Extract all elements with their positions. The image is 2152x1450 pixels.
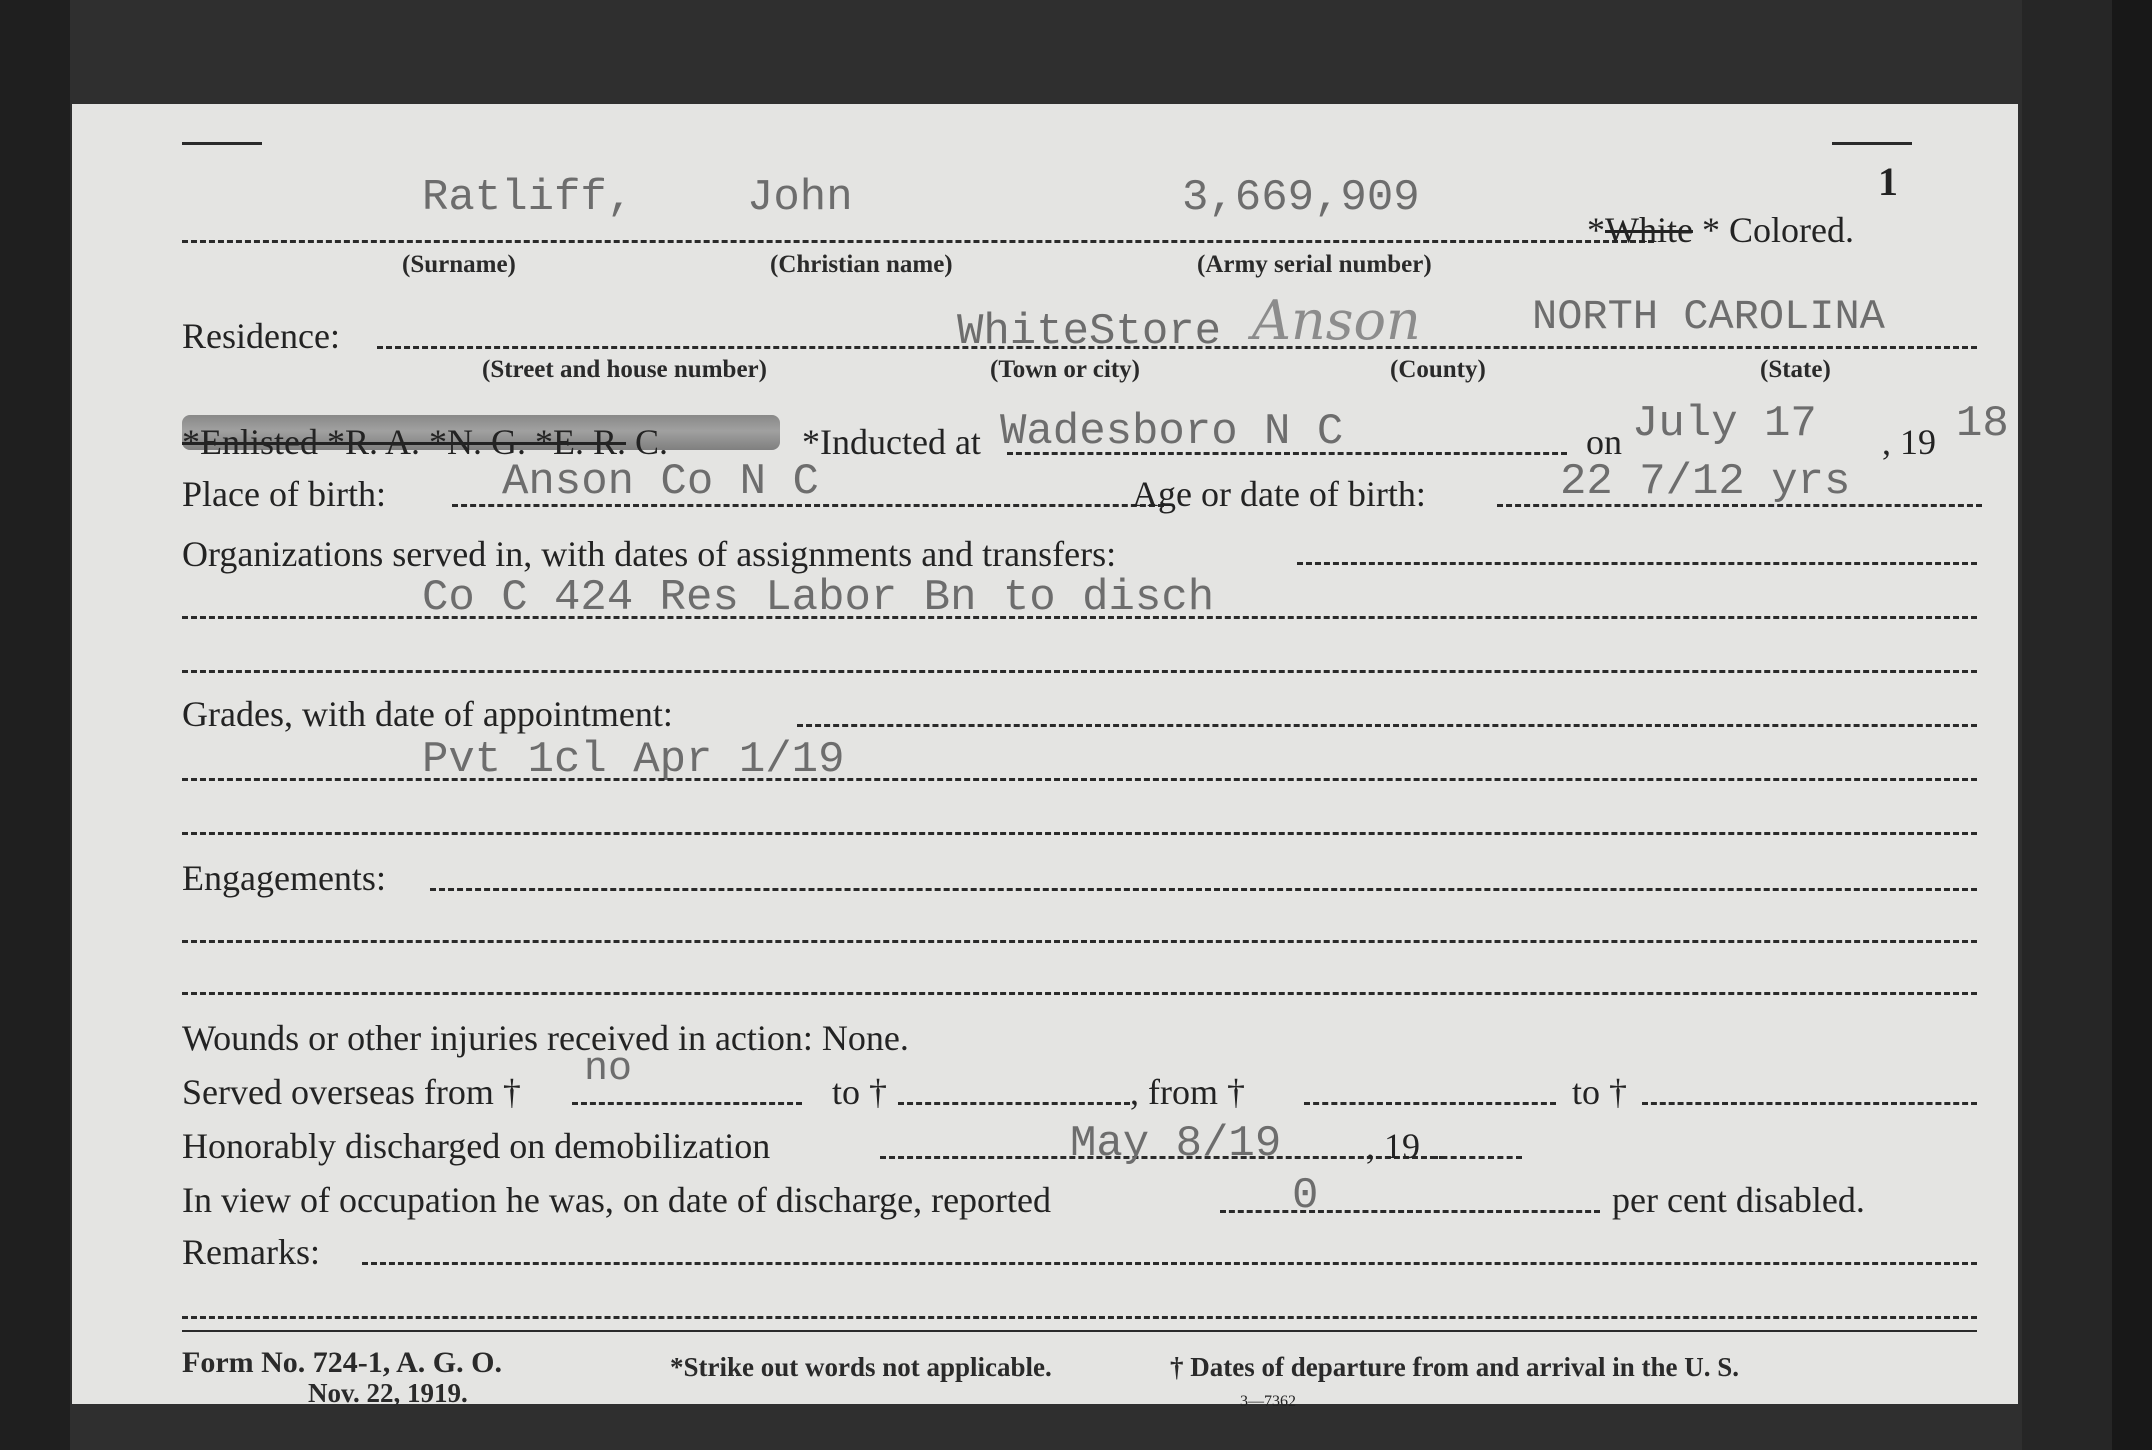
age-label: Age or date of birth: <box>1132 474 1426 514</box>
overseas-from-2-line <box>1304 1102 1556 1105</box>
engagements-line-3 <box>182 992 1977 995</box>
place-of-birth-value: Anson Co N C <box>502 457 819 507</box>
top-right-rule <box>1832 142 1912 145</box>
christian-name-label: (Christian name) <box>770 251 953 278</box>
christian-name-value: John <box>747 173 853 223</box>
overseas-from-value: no <box>584 1047 633 1092</box>
town-label: (Town or city) <box>990 356 1140 383</box>
overseas-to-2-line <box>1642 1102 1977 1105</box>
race-white-struck: White <box>1605 210 1693 250</box>
enlisted-options-struck <box>182 424 668 460</box>
grades-value: Pvt 1cl Apr 1/19 <box>422 735 845 785</box>
discharge-year-label: , 19 <box>1366 1126 1420 1166</box>
organizations-line-2 <box>182 616 1977 619</box>
induction-year-prefix: , 19 <box>1882 422 1936 462</box>
state-label: (State) <box>1760 356 1831 383</box>
overseas-from-2: , from † <box>1130 1072 1245 1112</box>
form-date: Nov. 22, 1919. <box>308 1378 468 1408</box>
street-label: (Street and house number) <box>482 356 767 383</box>
footer-rule <box>182 1330 1977 1332</box>
place-of-birth-label: Place of birth: <box>182 474 386 514</box>
overseas-to-1-line <box>898 1102 1130 1105</box>
engagements-label: Engagements: <box>182 858 386 898</box>
serial-number-label: (Army serial number) <box>1197 251 1432 278</box>
background-right-border <box>2112 0 2152 1450</box>
top-left-rule <box>182 142 262 145</box>
grades-line-3 <box>182 832 1977 835</box>
wounds-label-text: Wounds or other injuries received in action: <box>182 1018 813 1058</box>
race-options <box>1587 212 1854 248</box>
card-number: 1 <box>1878 159 1898 204</box>
organizations-label: Organizations served in, with dates of assignments and transfers: <box>182 534 1117 574</box>
remarks-label: Remarks: <box>182 1232 320 1272</box>
engagements-line-2 <box>182 940 1977 943</box>
race-colored: Colored. <box>1728 210 1854 250</box>
residence-county-handwritten: Anson <box>1252 289 1421 352</box>
enlisted-options: *Enlisted *R. A. *N. G. *E. R. <box>182 422 627 462</box>
name-line <box>182 240 1654 243</box>
wounds-value: None. <box>821 1018 909 1058</box>
grades-line-2 <box>182 778 1977 781</box>
discharge-year-line <box>1432 1156 1522 1159</box>
overseas-from-line <box>572 1102 802 1105</box>
engagements-line-1 <box>430 888 1977 891</box>
disability-line <box>1220 1210 1600 1213</box>
inducted-place-value: Wadesboro N C <box>1000 407 1344 457</box>
on-label: on <box>1586 422 1622 462</box>
print-code: 3—7362 <box>1240 1393 1296 1410</box>
remarks-line-1 <box>362 1262 1977 1265</box>
grades-label: Grades, with date of appointment: <box>182 694 673 734</box>
disability-value: 0 <box>1292 1171 1319 1221</box>
county-label: (County) <box>1390 356 1486 383</box>
induction-year-suffix: 18 <box>1956 399 2009 449</box>
discharge-label: Honorably discharged on demobilization <box>182 1126 771 1166</box>
dates-note: † Dates of departure from and arrival in the U. S. <box>1170 1352 1739 1382</box>
residence-town-value: WhiteStore <box>957 307 1222 357</box>
race-star-2: * <box>1701 210 1720 250</box>
disability-label: In view of occupation he was, on date of discharge, reported <box>182 1180 1052 1220</box>
disability-suffix: per cent disabled. <box>1612 1180 1865 1220</box>
inducted-label: *Inducted at <box>802 422 981 462</box>
form-number: Form No. 724-1, A. G. O. <box>182 1346 502 1379</box>
strike-note: *Strike out words not applicable. <box>670 1352 1052 1382</box>
background-left-edge <box>0 0 70 1450</box>
race-star-1: * <box>1587 210 1605 250</box>
residence-label: Residence: <box>182 316 340 356</box>
service-record-card <box>72 104 2018 1410</box>
overseas-to-2: to † <box>1572 1072 1628 1112</box>
organizations-line-1 <box>1297 562 1977 565</box>
organizations-value: Co C 424 Res Labor Bn to disch <box>422 573 1215 623</box>
wounds-label <box>182 1020 909 1056</box>
surname-label: (Surname) <box>402 251 516 278</box>
organizations-line-3 <box>182 670 1977 673</box>
age-value: 22 7/12 yrs <box>1560 457 1851 507</box>
discharge-date-value: May 8/19 <box>1070 1119 1282 1169</box>
remarks-line-2 <box>182 1316 1977 1319</box>
overseas-label: Served overseas from † <box>182 1072 521 1112</box>
overseas-to-1: to † <box>832 1072 888 1112</box>
residence-state-value: NORTH CAROLINA <box>1532 293 1885 341</box>
grades-line-1 <box>797 724 1977 727</box>
enlisted-tail: C. <box>635 422 669 462</box>
induction-date-value: July 17 <box>1632 399 1817 449</box>
serial-number-value: 3,669,909 <box>1182 173 1420 223</box>
surname-value: Ratliff, <box>422 173 634 223</box>
